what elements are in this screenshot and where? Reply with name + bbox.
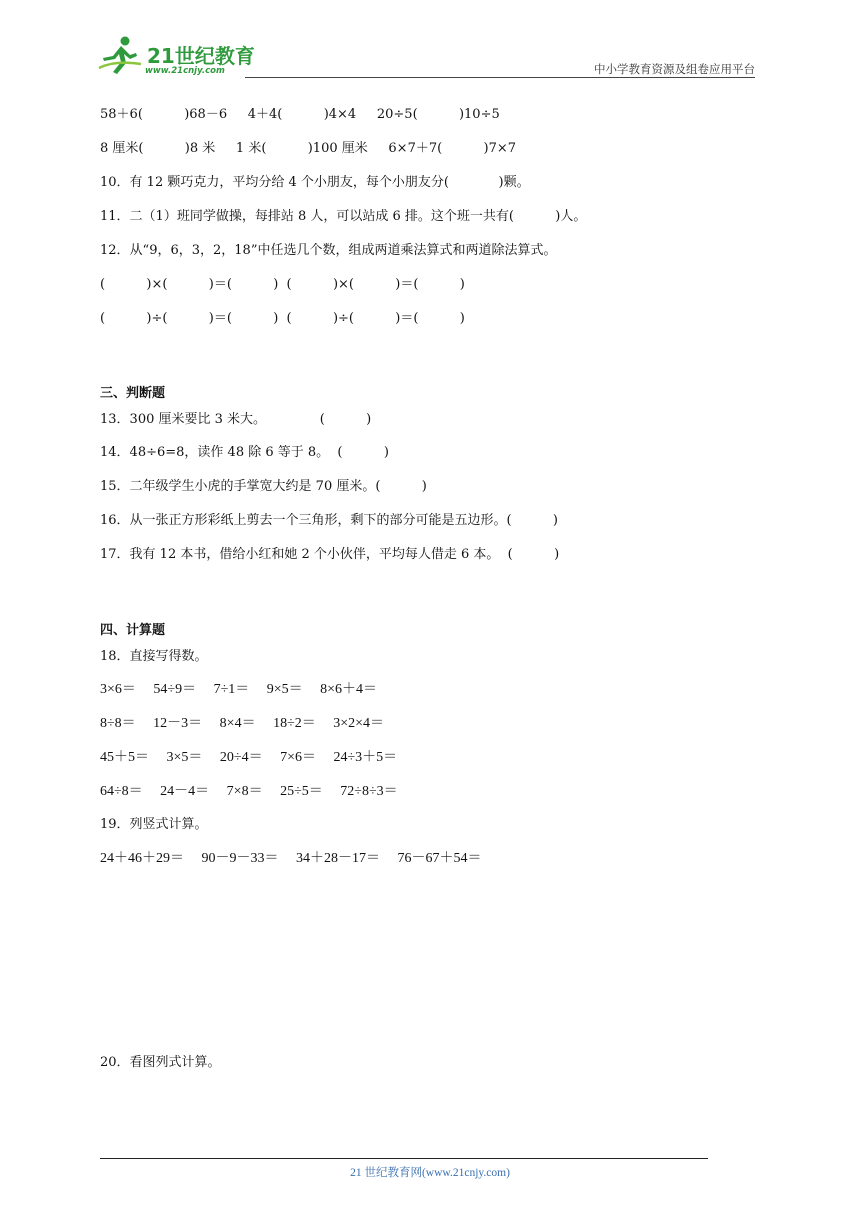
footer-divider (100, 1158, 708, 1159)
logo-url: www.21cnjy.com (145, 66, 225, 76)
question-11: 11．二（1）班同学做操，每排站 8 人，可以站成 6 排。这个班一共有( )人。 (100, 209, 587, 224)
question-14: 14．48÷6=8，读作 48 除 6 等于 8。 ( ) (100, 445, 389, 460)
logo-text: 21世纪教育 (147, 44, 255, 68)
section-title-judgement: 三、判断题 (100, 386, 166, 401)
question-20: 20．看图列式计算。 (100, 1055, 221, 1070)
question-19: 19．列竖式计算。 (100, 817, 208, 832)
page-header (95, 30, 755, 80)
runner-logo-icon (95, 34, 147, 76)
oral-calc-row-2: 8÷8＝ 12－3＝ 8×4＝ 18÷2＝ 3×2×4＝ (100, 716, 385, 731)
question-18: 18．直接写得数。 (100, 649, 208, 664)
vertical-calc-row: 24＋46＋29＝ 90－9－33＝ 34＋28－17＝ 76－67＋54＝ (100, 851, 482, 866)
compare-row-1: 58＋6( )68－6 4＋4( )4×4 20÷5( )10÷5 (100, 107, 500, 122)
logo (95, 34, 265, 76)
oral-calc-row-1: 3×6＝ 54÷9＝ 7÷1＝ 9×5＝ 8×6＋4＝ (100, 682, 378, 697)
section-title-calculation: 四、计算题 (100, 623, 166, 638)
platform-label: 中小学教育资源及组卷应用平台 (594, 62, 755, 76)
question-12-multiplication-row: ( )×( )＝( ) ( )×( )＝( ) (100, 277, 465, 292)
question-10: 10．有 12 颗巧克力，平均分给 4 个小朋友，每个小朋友分( )颗。 (100, 175, 530, 190)
footer-text: 21 世纪教育网(www.21cnjy.com) (350, 1167, 510, 1179)
header-divider (245, 77, 755, 78)
question-15: 15．二年级学生小虎的手掌宽大约是 70 厘米。( ) (100, 479, 427, 494)
question-13: 13．300 厘米要比 3 米大。 ( ) (100, 412, 372, 427)
question-16: 16．从一张正方形彩纸上剪去一个三角形，剩下的部分可能是五边形。( ) (100, 513, 559, 528)
oral-calc-row-4: 64÷8＝ 24－4＝ 7×8＝ 25÷5＝ 72÷8÷3＝ (100, 784, 398, 799)
compare-row-2: 8 厘米( )8 米 1 米( )100 厘米 6×7＋7( )7×7 (100, 141, 517, 156)
oral-calc-row-3: 45＋5＝ 3×5＝ 20÷4＝ 7×6＝ 24÷3＋5＝ (100, 750, 398, 765)
question-12-division-row: ( )÷( )＝( ) ( )÷( )＝( ) (100, 311, 465, 326)
question-12: 12．从“9，6，3，2，18”中任选几个数，组成两道乘法算式和两道除法算式。 (100, 243, 557, 258)
question-17: 17．我有 12 本书，借给小红和她 2 个小伙伴，平均每人借走 6 本。 ( ) (100, 547, 560, 562)
